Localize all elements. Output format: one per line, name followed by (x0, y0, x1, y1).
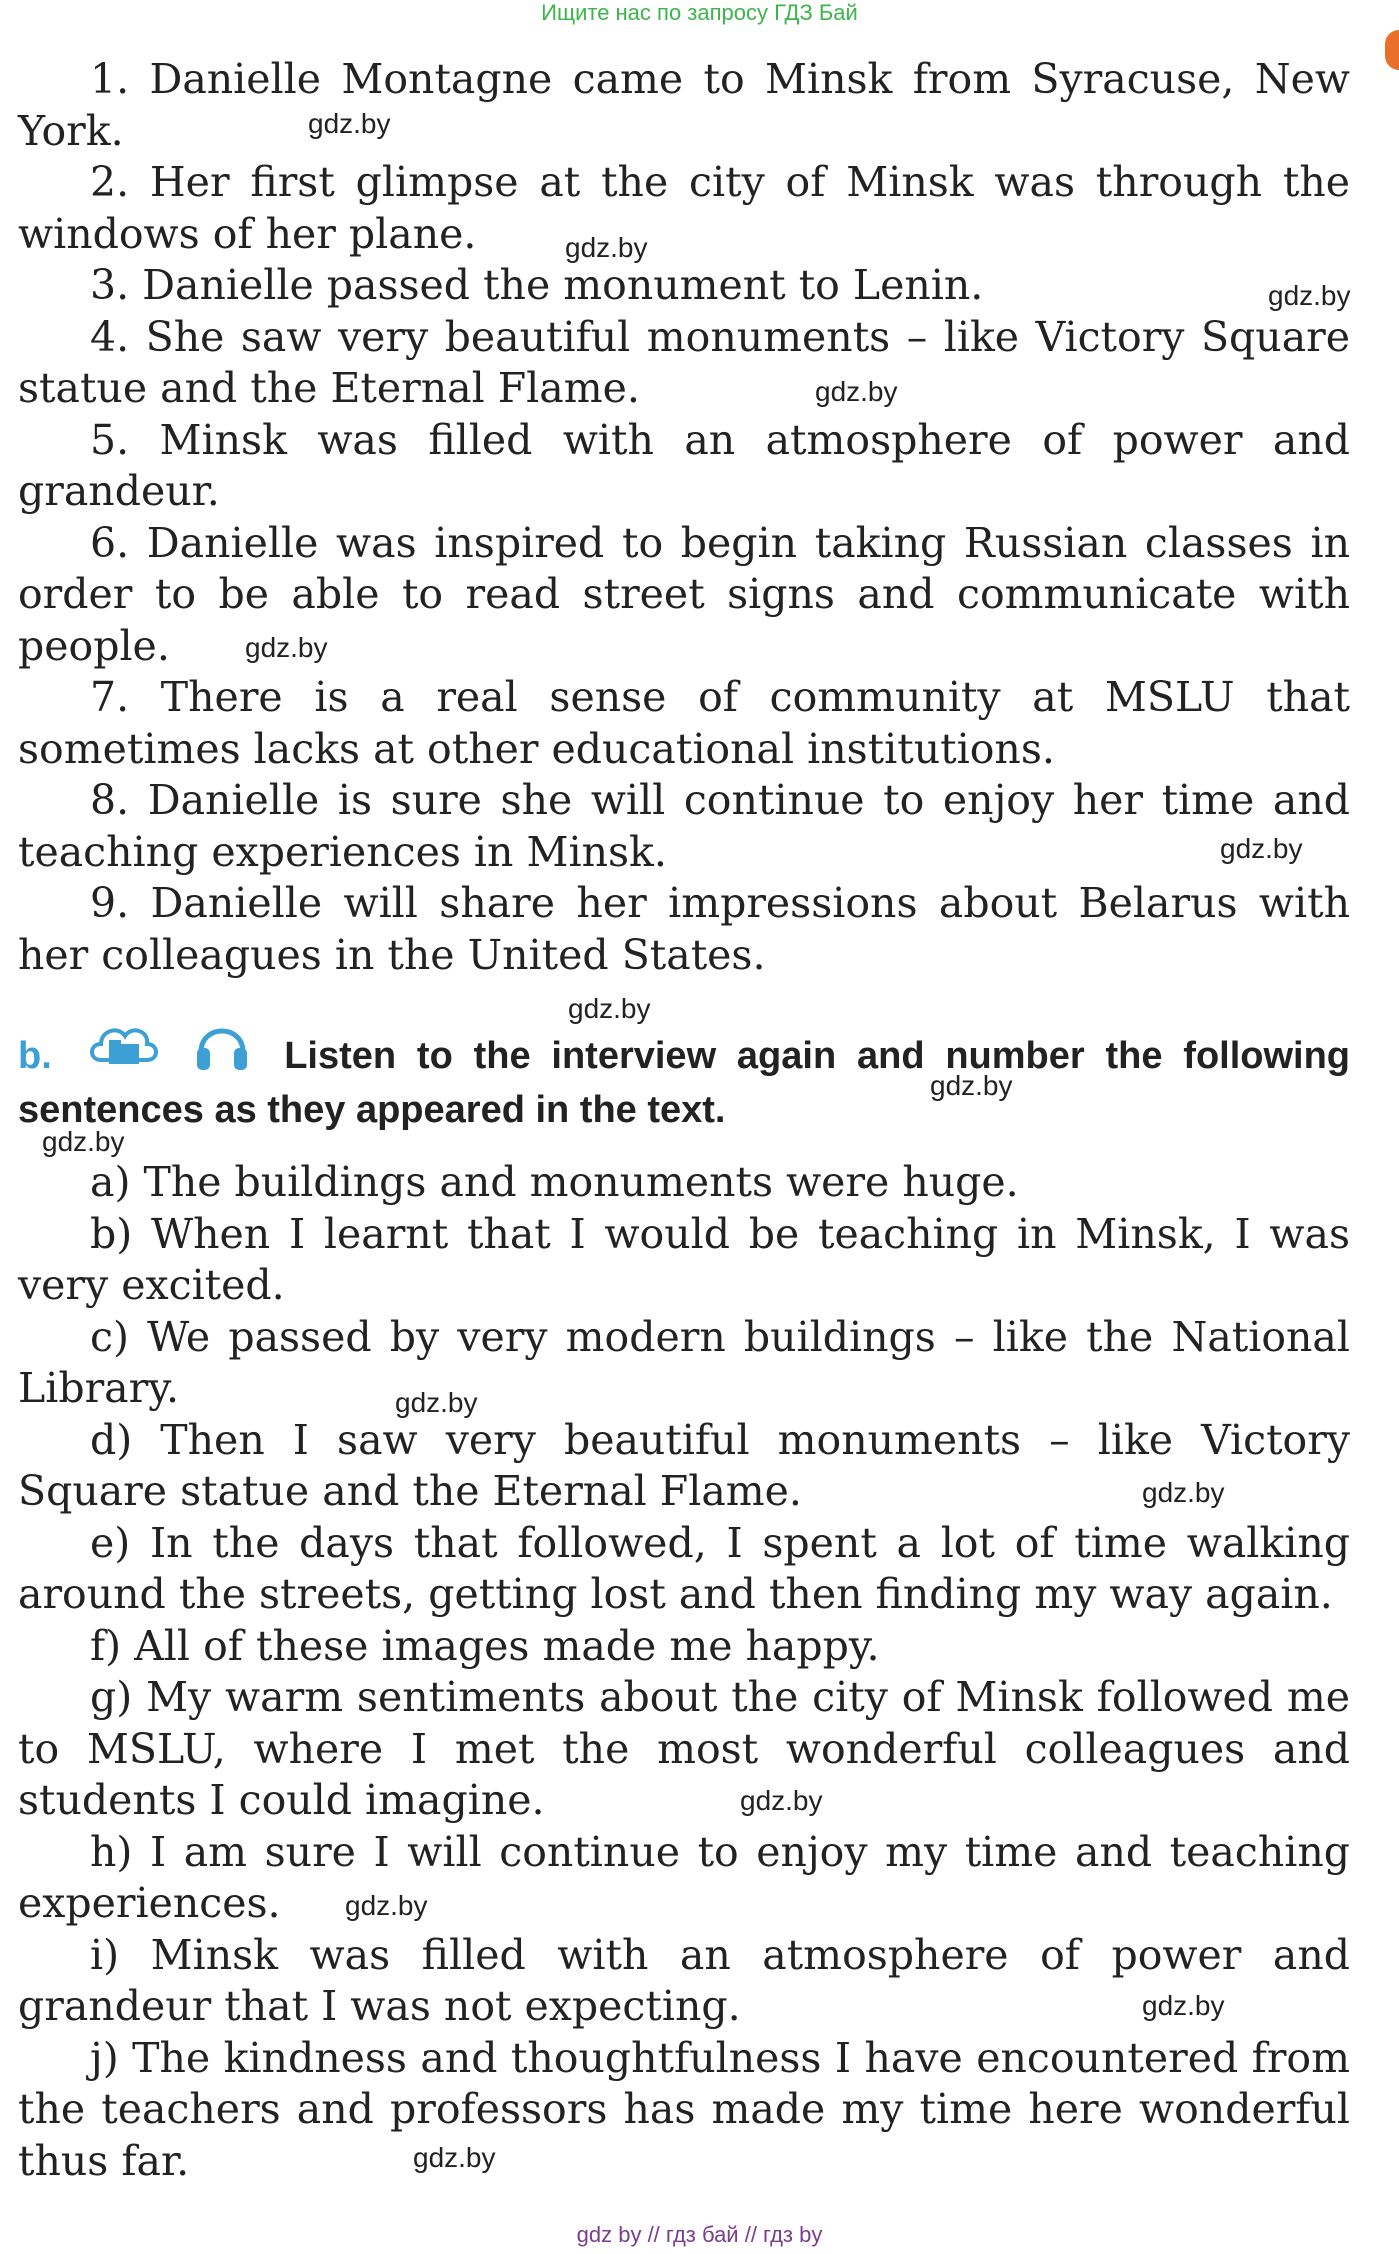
exercise-instruction (18, 1018, 1350, 1134)
watermark: gdz.by (345, 1890, 428, 1921)
exercise-letter: b. (18, 1035, 52, 1077)
watermark: gdz.by (568, 993, 651, 1024)
watermark: gdz.by (1142, 1990, 1225, 2021)
cloud-folder-icon (87, 1022, 161, 1086)
watermark: gdz.by (930, 1070, 1013, 1101)
sentence-j: j) The kindness and thoughtfulness I have encountered from the teachers and professors has made my time here wonderful thus far. (18, 2033, 1350, 2185)
statement-2: 2. Her first glimpse at the city of Minsk was through the windows of her plane. (18, 158, 1350, 258)
sentences-list (18, 1157, 1350, 2187)
watermark: gdz.by (308, 108, 391, 139)
sentence-c: c) We passed by very modern buildings – like the National Library. (18, 1312, 1350, 1412)
sentence-g: g) My warm sentiments about the city of Minsk followed me to MSLU, where I met the most wonderful colleagues and students I could imagine. (18, 1673, 1350, 1824)
watermark: gdz.by (815, 376, 898, 407)
statement-1: 1. Danielle Montagne came to Minsk from Syracuse, New York. (18, 55, 1350, 155)
watermark: gdz.by (1220, 833, 1303, 864)
statement-8: 8. Danielle is sure she will continue to enjoy her time and teaching experiences in Minsk. (18, 776, 1350, 876)
footer-links[interactable]: gdz by // гдз бай // гдз by (576, 2222, 823, 2247)
watermark: gdz.by (740, 1785, 823, 1816)
statement-6: 6. Danielle was inspired to begin taking Russian classes in order to be able to read street signs and communicate with people. (18, 518, 1350, 670)
headphones-icon (193, 1018, 251, 1086)
watermark: gdz.by (413, 2142, 496, 2173)
statement-4: 4. She saw very beautiful monuments – like Victory Square statue and the Eternal Flame. (18, 312, 1350, 412)
sentence-i: i) Minsk was filled with an atmosphere of power and grandeur that I was not expecting. (18, 1930, 1350, 2030)
watermark: gdz.by (1268, 280, 1351, 311)
corner-tab (1385, 30, 1399, 70)
statement-5: 5. Minsk was filled with an atmosphere of power and grandeur. (18, 415, 1350, 515)
sentence-d: d) Then I saw very beautiful monuments – like Victory Square statue and the Eternal Flame. (18, 1415, 1350, 1515)
sentence-a: a) The buildings and monuments were huge. (90, 1158, 1019, 1206)
sentence-h: h) I am sure I will continue to enjoy my time and teaching experiences. (18, 1827, 1350, 1927)
statements-list (18, 54, 1350, 981)
watermark: gdz.by (245, 632, 328, 663)
statement-9: 9. Danielle will share her impressions about Belarus with her colleagues in the United States. (18, 879, 1350, 979)
watermark: gdz.by (395, 1387, 478, 1418)
watermark: gdz.by (1142, 1477, 1225, 1508)
sentence-f: f) All of these images made me happy. (90, 1621, 880, 1670)
watermark: gdz.by (42, 1126, 125, 1157)
top-banner[interactable]: Ищите нас по запросу ГДЗ Бай (541, 0, 858, 25)
watermark: gdz.by (565, 232, 648, 263)
instruction-text: Listen to the interview again and number the following sentences as they appeared in the text. (18, 1035, 1351, 1131)
sentence-e: e) In the days that followed, I spent a lot of time walking around the streets, getting lost and then finding my way again. (18, 1518, 1350, 1618)
statement-7: 7. There is a real sense of community at MSLU that sometimes lacks at other educational institutions. (18, 673, 1350, 773)
statement-3: 3. Danielle passed the monument to Lenin. (90, 261, 984, 309)
sentence-b: b) When I learnt that I would be teaching in Minsk, I was very excited. (18, 1209, 1350, 1309)
